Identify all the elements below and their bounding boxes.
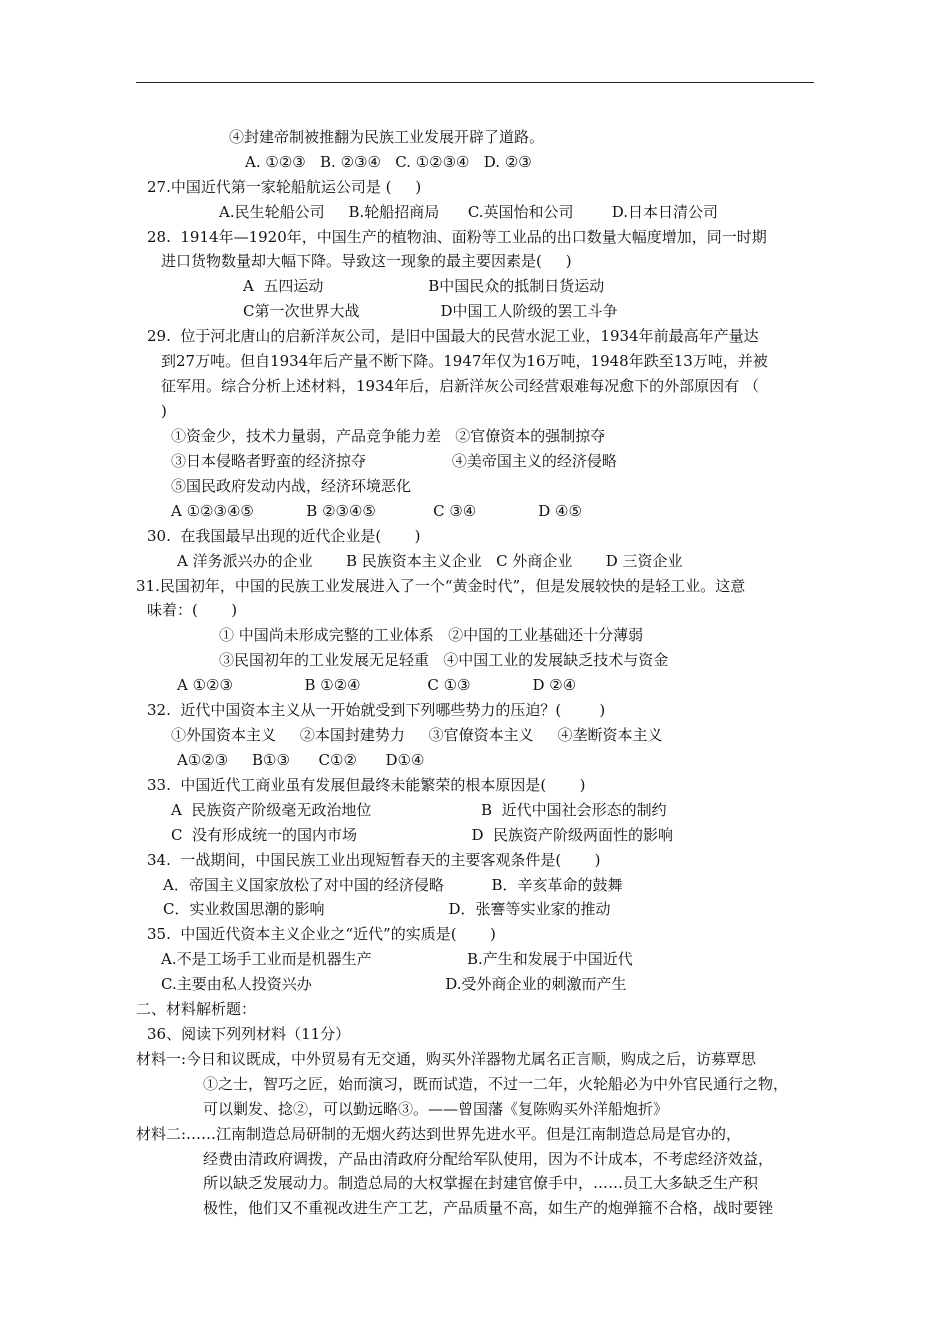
text-line: ④封建帝制被推翻为民族工业发展开辟了道路。: [229, 128, 545, 146]
text-line: 经费由清政府调拨，产品由清政府分配给军队使用，因为不计成本，不考虑经济效益，: [203, 1150, 774, 1168]
question-35: 35. 中国近代资本主义企业之“近代”的实质是( ): [147, 925, 496, 943]
text-line: ③民国初年的工业发展无足轻重 ④中国工业的发展缺乏技术与资金: [219, 651, 669, 669]
question-34: 34. 一战期间，中国民族工业出现短暂春天的主要客观条件是( ): [147, 851, 601, 869]
text-line: ): [161, 402, 167, 420]
text-line: ① 中国尚未形成完整的工业体系 ②中国的工业基础还十分薄弱: [219, 626, 644, 644]
options-35: C.主要由私人投资兴办 D.受外商企业的刺激而产生: [161, 975, 627, 993]
text-line: A. ①②③ B. ②③④ C. ①②③④ D. ②③: [245, 153, 532, 171]
material-2: 材料二:……江南制造总局研制的无烟火药达到世界先进水平。但是江南制造总局是官办的，: [136, 1125, 742, 1143]
question-29: 29. 位于河北唐山的启新洋灰公司，是旧中国最大的民营水泥工业，1934年前最高年产量达: [147, 327, 759, 345]
text-line: 征军用。综合分析上述材料，1934年后，启新洋灰公司经营艰难每况愈下的外部原因有 （: [161, 377, 759, 395]
text-line: 可以剿发、捻②，可以勤远略③。——曾国藩《复陈购买外洋船炮折》: [203, 1100, 669, 1118]
text-line: ①之士，智巧之匠，始而演习，既而试造，不过一二年，火轮船必为中外官民通行之物，: [203, 1075, 789, 1093]
options-31: A ①②③ B ①②④ C ①③ D ②④: [177, 676, 577, 694]
text-line: 极性，他们又不重视改进生产工艺，产品质量不高，如生产的炮弹箍不合格，战时要锉: [203, 1199, 774, 1217]
options-29: A ①②③④⑤ B ②③④⑤ C ③④ D ④⑤: [171, 502, 582, 520]
options-27: A.民生轮船公司 B.轮船招商局 C.英国怡和公司 D.日本日清公司: [219, 203, 718, 221]
options-28: C第一次世界大战 D中国工人阶级的罢工斗争: [243, 302, 618, 320]
text-line: ③日本侵略者野蛮的经济掠夺 ④美帝国主义的经济侵略: [171, 452, 617, 470]
section-heading: 二、材料解析题：: [136, 1000, 257, 1018]
options-33: C 没有形成统一的国内市场 D 民族资产阶级两面性的影响: [171, 826, 674, 844]
text-line: 所以缺乏发展动力。制造总局的大权掌握在封建官僚手中，……员工大多缺乏生产积: [203, 1174, 759, 1192]
text-line: ①外国资本主义 ②本国封建势力 ③官僚资本主义 ④垄断资本主义: [171, 726, 663, 744]
header-rule: [136, 82, 814, 83]
options-30: A 洋务派兴办的企业 B 民族资本主义企业 C 外商企业 D 三资企业: [177, 552, 683, 570]
text-line: 进口货物数量却大幅下降。导致这一现象的最主要因素是( ): [161, 252, 572, 270]
question-28: 28. 1914年—1920年，中国生产的植物油、面粉等工业品的出口数量大幅度增加，同一时期: [147, 228, 767, 246]
question-31: 31.民国初年，中国的民族工业发展进入了一个“黄金时代”，但是发展较快的是轻工业。这意: [136, 577, 746, 595]
options-34: A．帝国主义国家放松了对中国的经济侵略 B．辛亥革命的鼓舞: [163, 876, 623, 894]
question-33: 33. 中国近代工商业虽有发展但最终未能繁荣的根本原因是( ): [147, 776, 586, 794]
text-line: ⑤国民政府发动内战，经济环境恶化: [171, 477, 412, 495]
question-27: 27.中国近代第一家轮船航运公司是 ( ): [147, 178, 422, 196]
question-36: 36、阅读下列列材料（11分）: [147, 1025, 351, 1043]
question-30: 30. 在我国最早出现的近代企业是( ): [147, 527, 421, 545]
question-32: 32. 近代中国资本主义从一开始就受到下列哪些势力的压迫？( ): [147, 701, 606, 719]
options-34: C．实业救国思潮的影响 D．张謇等实业家的推动: [163, 900, 611, 918]
options-33: A 民族资产阶级毫无政治地位 B 近代中国社会形态的制约: [171, 801, 667, 819]
text-line: ①资金少，技术力量弱，产品竞争能力差 ②官僚资本的强制掠夺: [171, 427, 606, 445]
options-32: A①②③ B①③ C①② D①④: [177, 751, 425, 769]
options-28: A 五四运动 B中国民众的抵制日货运动: [243, 277, 605, 295]
text-line: 到27万吨。但自1934年后产量不断下降。1947年仅为16万吨，1948年跌至13万吨，并被: [161, 352, 768, 370]
material-1: 材料一:今日和议既成，中外贸易有无交通，购买外洋器物尤属名正言顺，购成之后，访募覃思: [136, 1050, 757, 1068]
text-line: 味着：( ): [147, 601, 238, 619]
options-35: A.不是工场手工业而是机器生产 B.产生和发展于中国近代: [161, 950, 633, 968]
